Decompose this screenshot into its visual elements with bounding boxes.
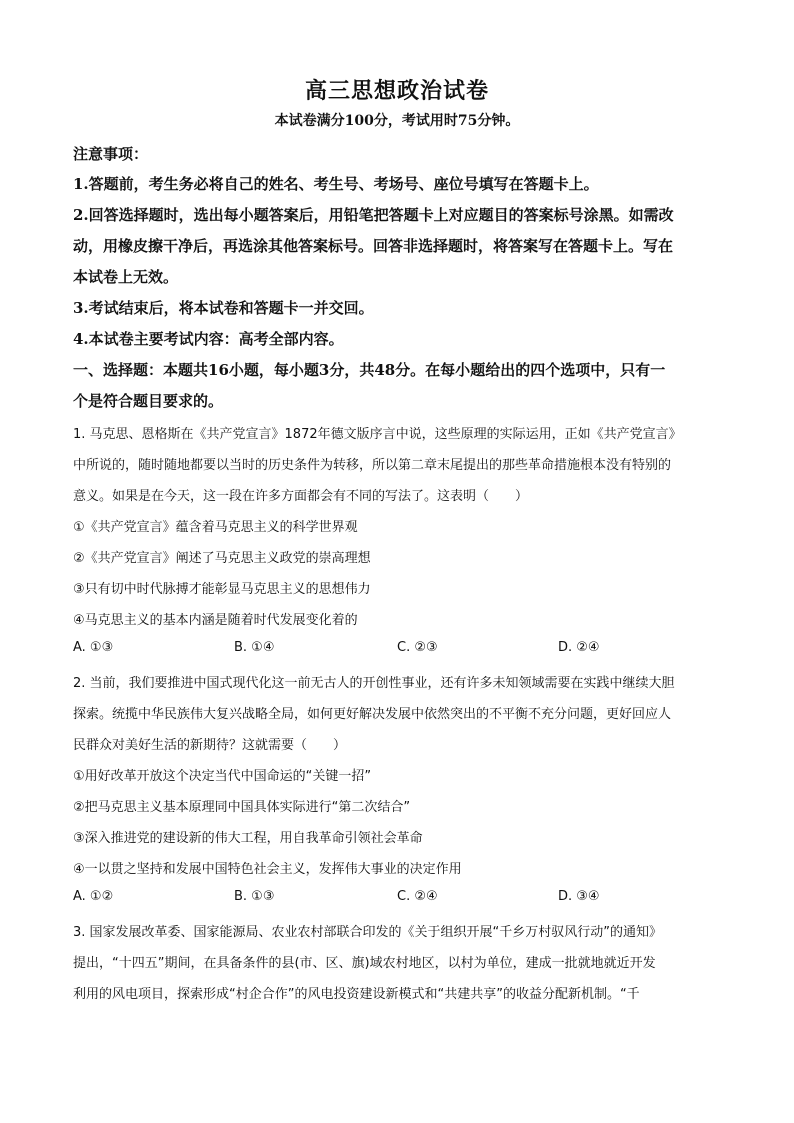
notes-line: 2.回答选择题时，选出每小题答案后，用铅笔把答题卡上对应题目的答案标号涂黑。如需改	[73, 206, 674, 224]
notes-line: 3.考试结束后，将本试卷和答题卡一并交回。	[73, 299, 374, 317]
q3-stem: 利用的风电项目，探索形成“村企合作”的风电投资建设新模式和“共建共享”的收益分配新机制。“千	[73, 987, 640, 1002]
q1-option-b: B. ①④	[234, 640, 275, 655]
q1-option-c: C. ②③	[397, 640, 438, 655]
q1-option-d: D. ②④	[558, 640, 600, 655]
q2-statement: ②把马克思主义基本原理同中国具体实际进行“第二次结合”	[73, 800, 411, 815]
notes-heading: 注意事项：	[73, 145, 149, 163]
notes-line: 本试卷上无效。	[73, 268, 179, 286]
q2-option-d: D. ③④	[558, 889, 600, 904]
q1-statement: ①《共产党宣言》蕴含着马克思主义的科学世界观	[73, 520, 358, 535]
q3-stem: 3. 国家发展改革委、国家能源局、农业农村部联合印发的《关于组织开展“千乡万村驭风行动”的通知》	[73, 925, 663, 940]
q2-stem: 民群众对美好生活的新期待？这就需要（ ）	[73, 738, 347, 753]
q1-statement: ④马克思主义的基本内涵是随着时代发展变化着的	[73, 613, 358, 628]
q1-stem: 1. 马克思、恩格斯在《共产党宣言》1872年德文版序言中说，这些原理的实际运用，正如《共产党宣言》	[73, 427, 682, 442]
q1-stem: 中所说的，随时随地都要以当时的历史条件为转移，所以第二章末尾提出的那些革命措施根本没有特别的	[73, 458, 672, 473]
q2-option-c: C. ②④	[397, 889, 438, 904]
q2-stem: 探索。统揽中华民族伟大复兴战略全局，如何更好解决发展中依然突出的不平衡不充分问题，更好回应人	[73, 707, 672, 722]
q1-statement: ③只有切中时代脉搏才能彰显马克思主义的思想伟力	[73, 582, 371, 597]
q2-option-b: B. ①③	[234, 889, 275, 904]
notes-line: 4.本试卷主要考试内容：高考全部内容。	[73, 330, 344, 348]
exam-info: 本试卷满分100分，考试用时75分钟。	[274, 113, 520, 129]
section-heading: 个是符合题目要求的。	[73, 392, 224, 410]
q2-statement: ①用好改革开放这个决定当代中国命运的“关键一招”	[73, 769, 372, 784]
q2-statement: ④一以贯之坚持和发展中国特色社会主义，发挥伟大事业的决定作用	[73, 862, 462, 877]
page-title: 高三思想政治试卷	[304, 78, 489, 104]
q2-stem: 2. 当前，我们要推进中国式现代化这一前无古人的开创性事业，还有许多未知领域需要在实践中继续大胆	[73, 676, 675, 691]
notes-line: 1.答题前，考生务必将自己的姓名、考生号、考场号、座位号填写在答题卡上。	[73, 175, 599, 193]
q1-option-a: A. ①③	[73, 640, 114, 655]
q1-stem: 意义。如果是在今天，这一段在许多方面都会有不同的写法了。这表明（ ）	[73, 489, 529, 504]
q2-statement: ③深入推进党的建设新的伟大工程，用自我革命引领社会革命	[73, 831, 423, 846]
notes-line: 动，用橡皮擦干净后，再选涂其他答案标号。回答非选择题时，将答案写在答题卡上。写在	[73, 237, 674, 255]
q2-option-a: A. ①②	[73, 889, 114, 904]
q3-stem: 提出，“十四五”期间，在具备条件的县(市、区、旗)域农村地区，以村为单位，建成一批就地就近开发	[73, 956, 656, 971]
q1-statement: ②《共产党宣言》阐述了马克思主义政党的崇高理想	[73, 551, 371, 566]
section-heading: 一、选择题：本题共16小题，每小题3分，共48分。在每小题给出的四个选项中，只有一	[73, 361, 666, 379]
